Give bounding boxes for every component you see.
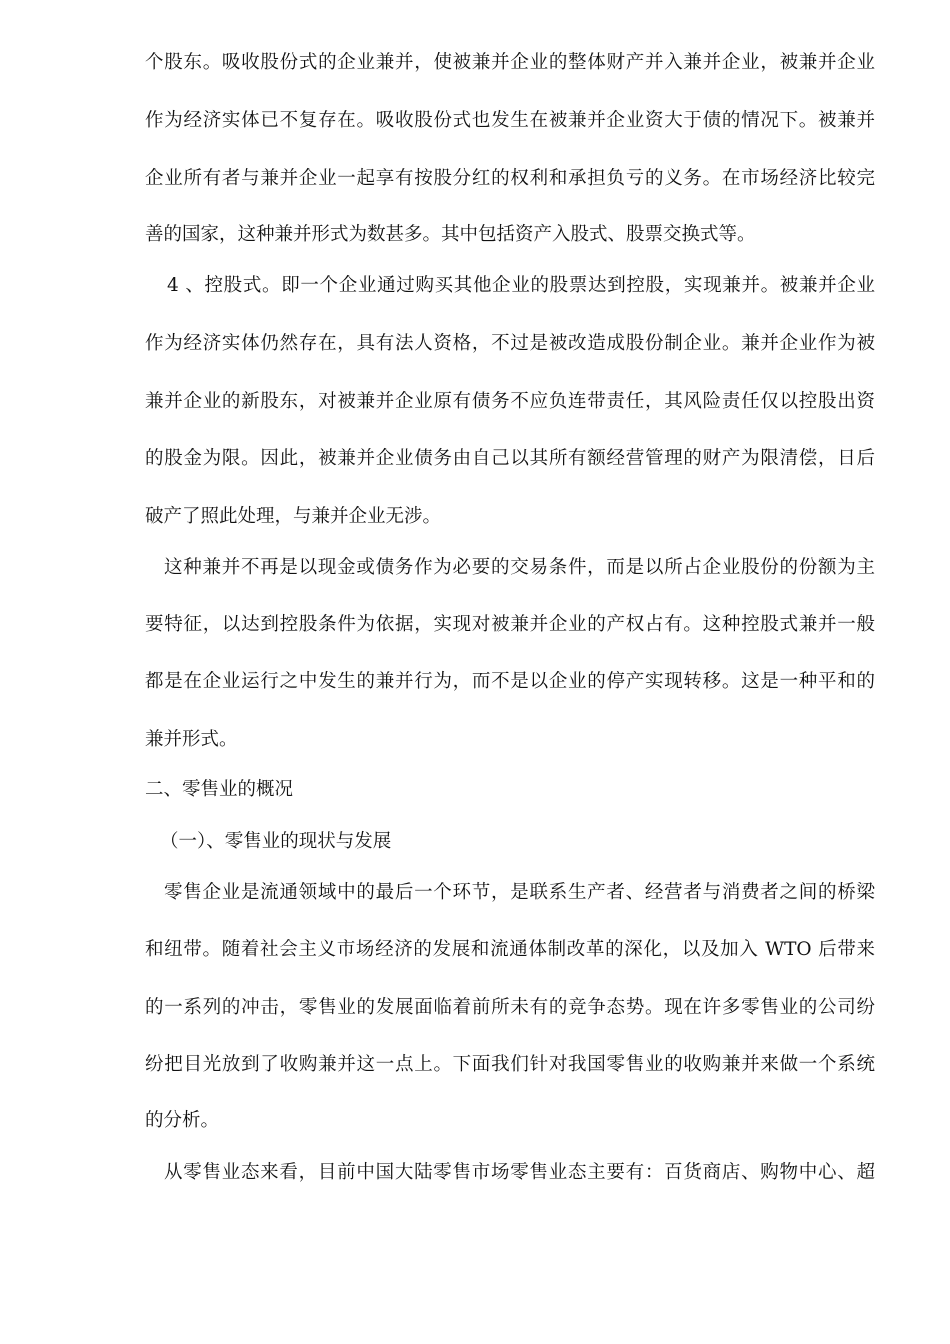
text-line: 的股金为限。因此，被兼并企业债务由自己以其所有额经营管理的财产为限清偿，日后: [145, 448, 875, 469]
text-line: 的一系列的冲击，零售业的发展面临着前所未有的竞争态势。现在许多零售业的公司纷: [145, 997, 875, 1018]
text-line: 零售企业是流通领域中的最后一个环节，是联系生产者、经营者与消费者之间的桥梁: [164, 882, 875, 903]
text-line: 和纽带。随着社会主义市场经济的发展和流通体制改革的深化，以及加入 WTO 后带来: [145, 939, 875, 960]
text-line: 4 、控股式。即一个企业通过购买其他企业的股票达到控股，实现兼并。被兼并企业: [167, 275, 875, 296]
text-line: 这种兼并不再是以现金或债务作为必要的交易条件，而是以所占企业股份的份额为主: [164, 557, 875, 578]
text-line: 纷把目光放到了收购兼并这一点上。下面我们针对我国零售业的收购兼并来做一个系统: [145, 1054, 875, 1075]
text-line: 破产了照此处理，与兼并企业无涉。: [145, 506, 442, 527]
text-line: 兼并形式。: [145, 729, 238, 750]
text-line: 的分析。: [145, 1110, 220, 1131]
text-line: 个股东。吸收股份式的企业兼并，使被兼并企业的整体财产并入兼并企业，被兼并企业: [145, 52, 875, 73]
text-line: 从零售业态来看，目前中国大陆零售市场零售业态主要有：百货商店、购物中心、超: [164, 1162, 875, 1183]
subsection-heading: （一）、零售业的现状与发展: [160, 831, 392, 852]
text-line: 企业所有者与兼并企业一起享有按股分红的权利和承担负亏的义务。在市场经济比较完: [145, 168, 875, 189]
text-line: 作为经济实体仍然存在，具有法人资格，不过是被改造成股份制企业。兼并企业作为被: [145, 333, 875, 354]
text-line: 善的国家，这种兼并形式为数甚多。其中包括资产入股式、股票交换式等。: [145, 224, 756, 245]
section-heading: 二、零售业的概况: [145, 779, 294, 800]
text-line: 兼并企业的新股东，对被兼并企业原有债务不应负连带责任，其风险责任仅以控股出资: [145, 391, 875, 412]
text-line: 都是在企业运行之中发生的兼并行为，而不是以企业的停产实现转移。这是一种平和的: [145, 671, 875, 692]
text-line: 作为经济实体已不复存在。吸收股份式也发生在被兼并企业资大于债的情况下。被兼并: [145, 110, 875, 131]
text-line: 要特征，以达到控股条件为依据，实现对被兼并企业的产权占有。这种控股式兼并一般: [145, 614, 875, 635]
